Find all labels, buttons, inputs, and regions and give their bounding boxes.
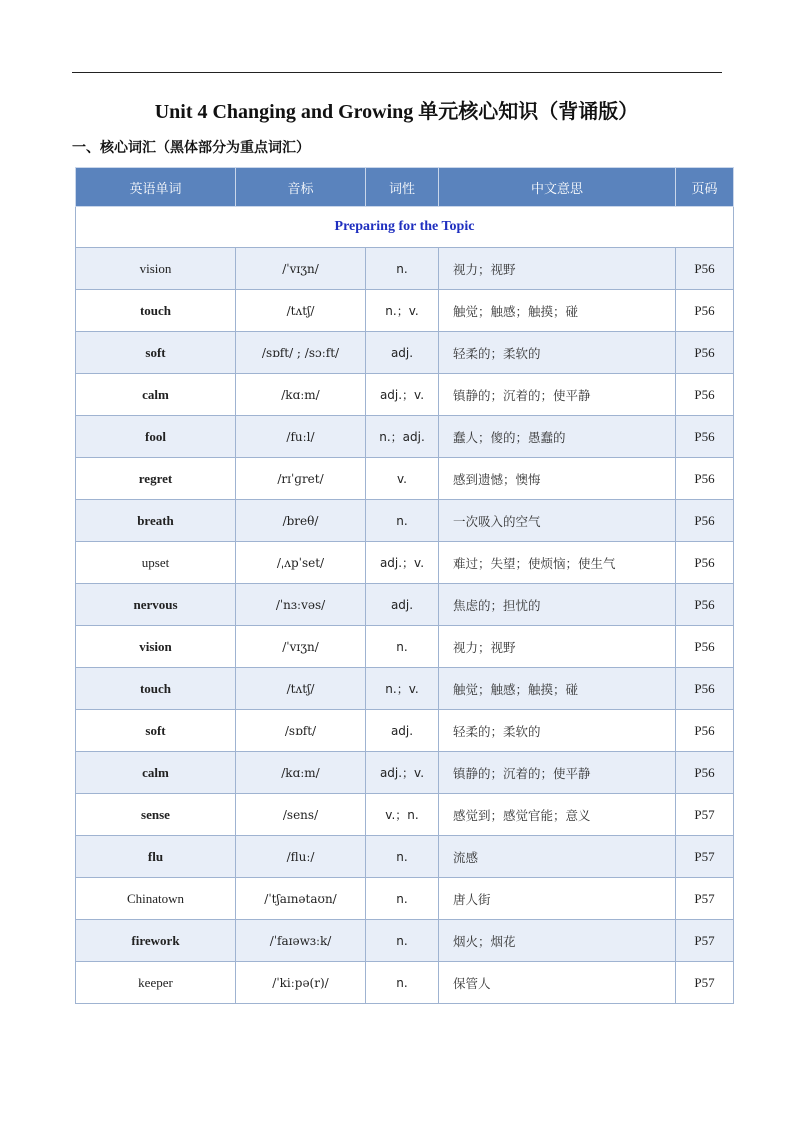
page-cell: P56: [676, 374, 734, 416]
table-row: [76, 332, 734, 374]
vocabulary-table: [75, 167, 734, 1004]
table-row: [76, 962, 734, 1004]
page-cell: P56: [676, 626, 734, 668]
meaning-cell: 轻柔的；柔软的: [439, 710, 676, 752]
pos-cell: n.；v.: [366, 290, 439, 332]
pos-cell: v.；n.: [366, 794, 439, 836]
word-cell: breath: [76, 500, 236, 542]
table-row: [76, 374, 734, 416]
page-cell: P56: [676, 290, 734, 332]
group-label: Preparing for the Topic: [76, 207, 734, 248]
page-cell: P57: [676, 878, 734, 920]
header-page: 页码: [676, 168, 734, 207]
pos-cell: n.: [366, 626, 439, 668]
table-row: [76, 878, 734, 920]
page-cell: P57: [676, 920, 734, 962]
page-cell: P56: [676, 668, 734, 710]
ipa-cell: /fuːl/: [236, 416, 366, 458]
ipa-cell: /ˈvɪʒn/: [236, 626, 366, 668]
table-row: [76, 458, 734, 500]
table-row: [76, 542, 734, 584]
pos-cell: adj.: [366, 332, 439, 374]
meaning-cell: 镇静的；沉着的；使平静: [439, 752, 676, 794]
word-cell: firework: [76, 920, 236, 962]
ipa-cell: /kɑːm/: [236, 374, 366, 416]
table-row: [76, 290, 734, 332]
ipa-cell: /tʌtʃ/: [236, 290, 366, 332]
word-cell: nervous: [76, 584, 236, 626]
header-word: 英语单词: [76, 168, 236, 207]
pos-cell: adj.；v.: [366, 374, 439, 416]
pos-cell: adj.；v.: [366, 752, 439, 794]
meaning-cell: 唐人街: [439, 878, 676, 920]
table-row: [76, 248, 734, 290]
word-cell: calm: [76, 374, 236, 416]
pos-cell: adj.: [366, 584, 439, 626]
meaning-cell: 焦虑的；担忧的: [439, 584, 676, 626]
pos-cell: v.: [366, 458, 439, 500]
word-cell: sense: [76, 794, 236, 836]
meaning-cell: 烟火；烟花: [439, 920, 676, 962]
table-row: [76, 752, 734, 794]
table-header-row: [76, 168, 734, 207]
pos-cell: n.: [366, 878, 439, 920]
word-cell: calm: [76, 752, 236, 794]
word-cell: vision: [76, 248, 236, 290]
word-cell: Chinatown: [76, 878, 236, 920]
group-row: [76, 207, 734, 248]
word-cell: vision: [76, 626, 236, 668]
meaning-cell: 难过；失望；使烦恼；使生气: [439, 542, 676, 584]
table-row: [76, 626, 734, 668]
word-cell: soft: [76, 332, 236, 374]
table-row: [76, 794, 734, 836]
pos-cell: adj.: [366, 710, 439, 752]
ipa-cell: /sɒft/: [236, 710, 366, 752]
table-row: [76, 710, 734, 752]
header-meaning: 中文意思: [439, 168, 676, 207]
word-cell: soft: [76, 710, 236, 752]
pos-cell: n.；v.: [366, 668, 439, 710]
page-cell: P56: [676, 458, 734, 500]
page-cell: P56: [676, 752, 734, 794]
word-cell: fool: [76, 416, 236, 458]
ipa-cell: /ˈtʃaɪnətaʊn/: [236, 878, 366, 920]
word-cell: regret: [76, 458, 236, 500]
page-cell: P56: [676, 416, 734, 458]
ipa-cell: /ˌʌpˈset/: [236, 542, 366, 584]
document-title: Unit 4 Changing and Growing 单元核心知识（背诵版）: [154, 101, 639, 123]
meaning-cell: 视力；视野: [439, 626, 676, 668]
page-cell: P57: [676, 962, 734, 1004]
meaning-cell: 感到遗憾；懊悔: [439, 458, 676, 500]
ipa-cell: /kɑːm/: [236, 752, 366, 794]
section-heading: 一、核心词汇（黑体部分为重点词汇）: [72, 140, 310, 156]
ipa-cell: /tʌtʃ/: [236, 668, 366, 710]
table-row: [76, 584, 734, 626]
word-cell: upset: [76, 542, 236, 584]
meaning-cell: 视力；视野: [439, 248, 676, 290]
pos-cell: n.: [366, 962, 439, 1004]
page-cell: P57: [676, 836, 734, 878]
header-pos: 词性: [366, 168, 439, 207]
pos-cell: n.: [366, 836, 439, 878]
ipa-cell: /fluː/: [236, 836, 366, 878]
page-cell: P56: [676, 542, 734, 584]
meaning-cell: 镇静的；沉着的；使平静: [439, 374, 676, 416]
pos-cell: n.；adj.: [366, 416, 439, 458]
word-cell: touch: [76, 290, 236, 332]
meaning-cell: 保管人: [439, 962, 676, 1004]
page-cell: P56: [676, 332, 734, 374]
meaning-cell: 触觉；触感；触摸；碰: [439, 668, 676, 710]
meaning-cell: 一次吸入的空气: [439, 500, 676, 542]
header-rule: [72, 72, 722, 73]
table-row: [76, 836, 734, 878]
header-ipa: 音标: [236, 168, 366, 207]
ipa-cell: /ˈnɜːvəs/: [236, 584, 366, 626]
page-cell: P57: [676, 794, 734, 836]
meaning-cell: 感觉到；感觉官能；意义: [439, 794, 676, 836]
ipa-cell: /ˈkiːpə(r)/: [236, 962, 366, 1004]
word-cell: touch: [76, 668, 236, 710]
table-row: [76, 500, 734, 542]
ipa-cell: /sens/: [236, 794, 366, 836]
page-cell: P56: [676, 584, 734, 626]
pos-cell: n.: [366, 248, 439, 290]
table-row: [76, 668, 734, 710]
pos-cell: adj.；v.: [366, 542, 439, 584]
meaning-cell: 流感: [439, 836, 676, 878]
meaning-cell: 触觉；触感；触摸；碰: [439, 290, 676, 332]
ipa-cell: /sɒft/ ; /sɔːft/: [236, 332, 366, 374]
pos-cell: n.: [366, 920, 439, 962]
page-cell: P56: [676, 500, 734, 542]
word-cell: flu: [76, 836, 236, 878]
page-cell: P56: [676, 710, 734, 752]
word-cell: keeper: [76, 962, 236, 1004]
meaning-cell: 蠢人；傻的；愚蠢的: [439, 416, 676, 458]
ipa-cell: /ˈvɪʒn/: [236, 248, 366, 290]
table-row: [76, 416, 734, 458]
meaning-cell: 轻柔的；柔软的: [439, 332, 676, 374]
table-row: [76, 920, 734, 962]
pos-cell: n.: [366, 500, 439, 542]
ipa-cell: /breθ/: [236, 500, 366, 542]
page-cell: P56: [676, 248, 734, 290]
ipa-cell: /ˈfaɪəwɜːk/: [236, 920, 366, 962]
ipa-cell: /rɪˈɡret/: [236, 458, 366, 500]
